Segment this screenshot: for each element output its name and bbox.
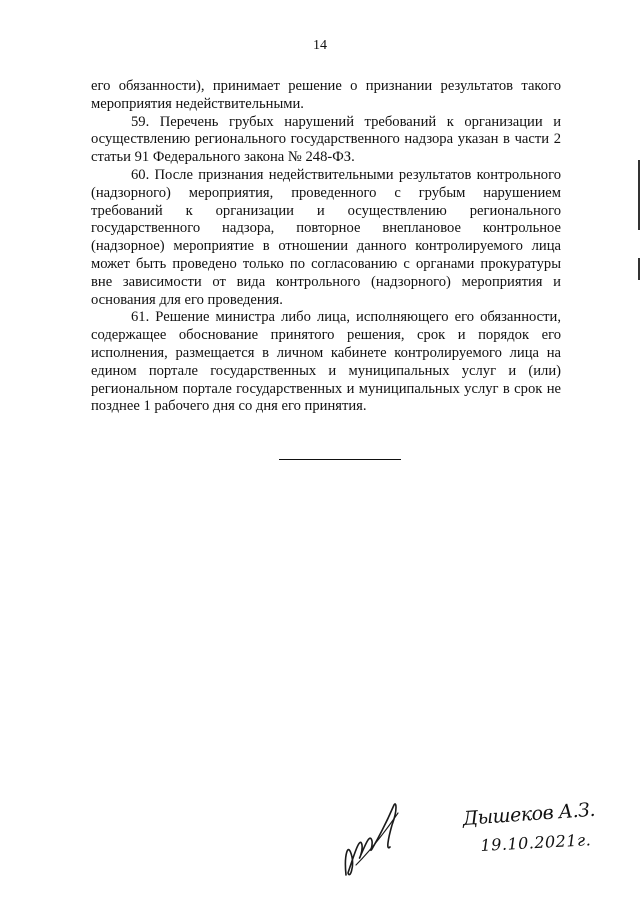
- page-number: 14: [313, 38, 327, 53]
- paragraph-60: 60. После признания недействительными результатов контрольного (надзорного) мероприятия, проведенного с грубым нарушением требований к организации и осуществлению регионального государственного надзора, повторное внеплановое контрольное (надзорное) мероприятие в отношении данного контролируемого лица может быть проведено только по согласованию с органами прокуратуры вне зависимости от вида контрольного (надзорного) мероприятия и основания для его проведения.: [91, 166, 561, 308]
- end-divider: [279, 459, 401, 460]
- paragraph-61: 61. Решение министра либо лица, исполняющего его обязанности, содержащее обоснование принятого решения, срок и порядок его исполнения, размещается в личном кабинете контролируемого лица на едином портале государственных и муниципальных услуг и (или) региональном портале государственных и муниципальных услуг в срок не позднее 1 рабочего дня со дня его принятия.: [91, 309, 561, 415]
- handwritten-name: Дышеков А.З.: [462, 798, 596, 830]
- signature-image: [336, 795, 416, 885]
- document-body: [91, 78, 561, 416]
- handwritten-date: 19.10.2021г.: [480, 830, 592, 855]
- paragraph-59: 59. Перечень грубых нарушений требований к организации и осуществлению регионального государственного надзора указан в части 2 статьи 91 Федерального закона № 248-ФЗ.: [91, 113, 561, 166]
- paragraph-continuation: его обязанности), принимает решение о признании результатов такого мероприятия недействительными.: [91, 78, 561, 112]
- handwritten-approval: [462, 798, 602, 864]
